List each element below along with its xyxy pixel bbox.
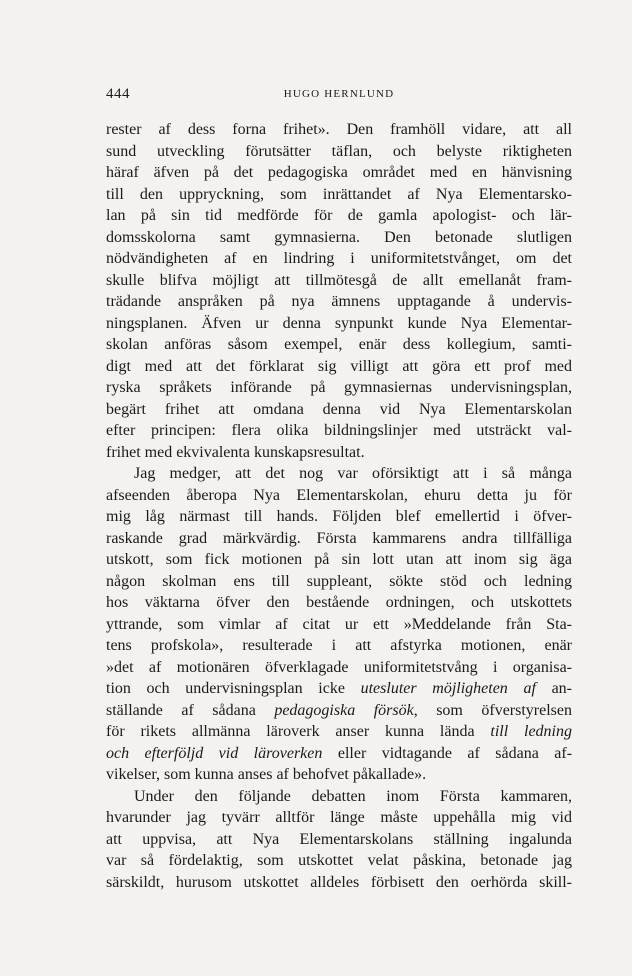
text-line: vikelser, som kunna anses af behofvet påkallade». — [106, 766, 427, 783]
text-line: mig låg närmast till hands. Följden blef emellertid i öfver- — [106, 508, 572, 525]
text-line: skulle blifva möjligt att tillmötesgå de allt emellanåt fram- — [106, 271, 572, 289]
text-line: efter principen: flera olika bildningslinjer med utsträckt val- — [106, 422, 572, 439]
running-head: HUGO HERNLUND — [283, 88, 395, 100]
text-line: frihet med ekvivalenta kunskapsresultat. — [106, 443, 365, 461]
text-line — [106, 678, 572, 700]
text-line: särskildt, hurusom utskottet alldeles förbisett den oerhörda skill- — [106, 873, 572, 891]
text-line: att uppvisa, att Nya Elementarskolans ställning ingalunda — [106, 830, 572, 848]
text-line: till den uppryckning, som inrättandet af Nya Elementarsko- — [106, 185, 572, 203]
text-line: hos väktarna öfver den bestående ordningen, och utskottets — [106, 594, 572, 611]
text-line: »det af motionären öfverklagade uniformitetstvång i organisa- — [106, 658, 572, 676]
text-line: ryska språkets införande på gymnasiernas undervisningsplan, — [106, 379, 572, 396]
text-segment: för rikets allmänna läroverk anser kunna lända — [106, 723, 475, 740]
text-line: någon skolman ens till suppleant, sökte stöd och ledning — [106, 572, 572, 590]
book-page — [106, 86, 572, 893]
text-segment: eller vidtagande af sådana af- — [337, 744, 572, 762]
text-line: begärt frihet att omdana denna vid Nya Elementarskolan — [106, 400, 572, 418]
text-line: yttrande, som vimlar af citat ur ett »Meddelande från Sta- — [106, 615, 572, 633]
text-line: lan på sin tid medförde för de gamla apologist- och lär- — [106, 207, 572, 224]
text-line: hvarunder jag tyvärr alltför länge måste uppehålla mig vid — [106, 809, 572, 826]
text-line: ningsplanen. Äfven ur denna synpunkt kunde Nya Elementar- — [106, 314, 572, 332]
page-header — [106, 86, 572, 108]
italic-segment: och efterföljd vid läroverken — [106, 744, 323, 762]
text-line: häraf äfven på det pedagogiska området med en hänvisning — [106, 164, 572, 181]
text-segment: an- — [551, 680, 572, 697]
text-segment: ställande af sådana — [106, 701, 256, 719]
text-line: Jag medger, att det nog var oförsiktigt att i så många — [134, 465, 572, 482]
text-line: tens profskola», resulterade i att afstyrka motionen, enär — [106, 637, 572, 654]
italic-segment: pedagogiska försök — [274, 701, 414, 719]
text-line — [106, 721, 572, 743]
text-line: digt med att det förklarat sig villigt att göra ett prof med — [106, 357, 572, 375]
italic-segment: utesluter möjligheten af — [360, 680, 536, 697]
text-line: utskott, som fick motionen på sin lott utan att inom sig äga — [106, 551, 572, 568]
text-line: domsskolorna samt gymnasierna. Den betonade slutligen — [106, 228, 572, 246]
text-line: sund utveckling förutsätter täflan, och belyste riktigheten — [106, 142, 572, 160]
text-segment: , som öfverstyrelsen — [413, 701, 572, 719]
page-number: 444 — [106, 86, 130, 102]
text-line: raskande grad märkvärdig. Första kammarens andra tillfälliga — [106, 529, 572, 547]
text-line: trädande anspråken på nya ämnens upptagande å undervis- — [106, 293, 572, 310]
text-line — [106, 743, 572, 765]
text-line: nödvändigheten af en lindring i uniformitetstvånget, om det — [106, 250, 572, 267]
text-segment: tion och undervisningsplan icke — [106, 680, 345, 697]
text-line: skolan anföras såsom exempel, enär dess kollegium, samti- — [106, 336, 572, 353]
text-line: Under den följande debatten inom Första kammaren, — [134, 787, 572, 805]
text-line: var så fördelaktig, som utskottet velat påskina, betonade jag — [106, 852, 572, 869]
text-line: rester af dess forna frihet». Den framhöll vidare, att all — [106, 121, 572, 138]
text-line: afseenden åberopa Nya Elementarskolan, ehuru detta ju för — [106, 486, 572, 504]
body-text — [106, 119, 572, 893]
italic-segment: till ledning — [490, 723, 572, 740]
text-line — [106, 700, 572, 722]
